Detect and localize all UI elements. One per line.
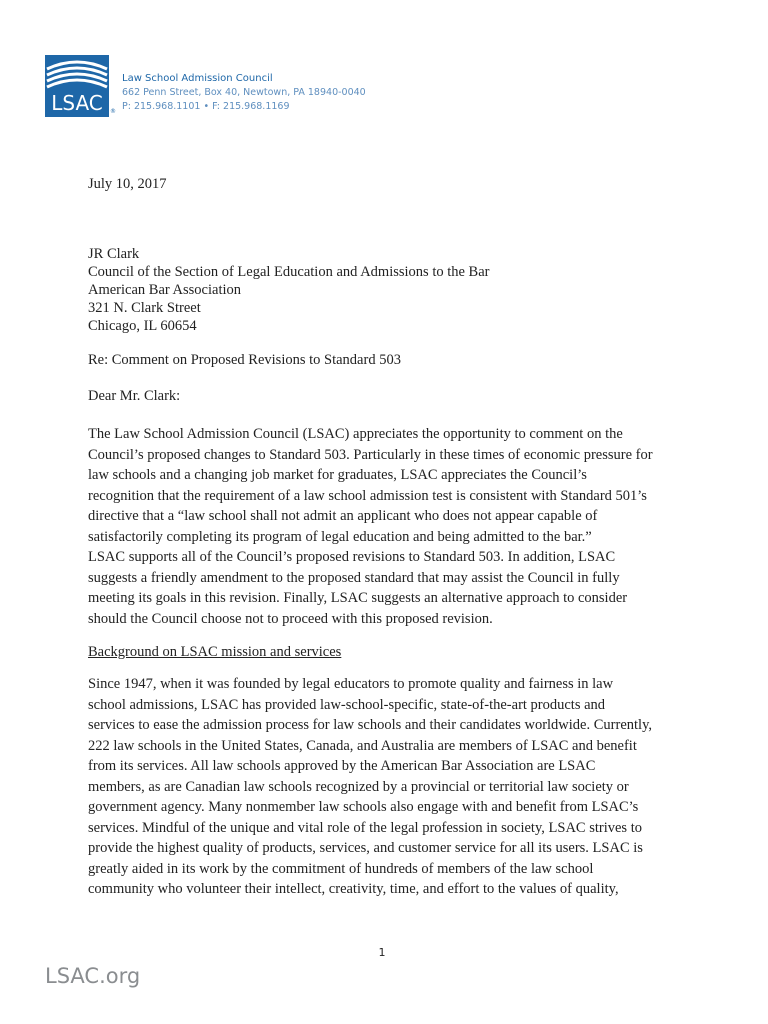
recipient-line: American Bar Association: [88, 282, 242, 298]
lsac-logo: [45, 55, 109, 117]
text-line: services to ease the admission process for law schools and their candidates worldwide. Currently,: [88, 717, 652, 733]
org-address: 662 Penn Street, Box 40, Newtown, PA 18940-0040: [122, 87, 366, 98]
subject-line: Re: Comment on Proposed Revisions to Standard 503: [88, 352, 401, 368]
text-line: satisfactorily completing its program of legal education and being admitted to the bar.”: [88, 528, 592, 545]
text-line: Since 1947, when it was founded by legal educators to promote quality and fairness in law: [88, 676, 614, 692]
text-line: Council’s proposed changes to Standard 503. Particularly in these times of economic pressure for: [88, 446, 653, 463]
recipient-line: 321 N. Clark Street: [88, 300, 201, 316]
recipient-line: Council of the Section of Legal Education and Admissions to the Bar: [88, 264, 490, 280]
text-line: recognition that the requirement of a law school admission test is consistent with Standard 501’s: [88, 487, 647, 504]
text-line: 222 law schools in the United States, Canada, and Australia are members of LSAC and benefit: [88, 737, 637, 754]
text-line: should the Council choose not to proceed with this proposed revision.: [88, 610, 493, 627]
recipient-block: [88, 245, 688, 335]
text-line: The Law School Admission Council (LSAC) appreciates the opportunity to comment on the: [88, 426, 623, 442]
org-name: Law School Admission Council: [122, 73, 273, 84]
text-line: members, as are Canadian law schools recognized by a provincial or territorial law society or: [88, 778, 629, 795]
text-line: services. Mindful of the unique and vital role of the legal profession in society, LSAC strives to: [88, 819, 642, 836]
text-line: meeting its goals in this revision. Finally, LSAC suggests an alternative approach to consider: [88, 590, 628, 606]
text-line: community who volunteer their intellect, creativity, time, and effort to the values of quality,: [88, 881, 619, 897]
registered-mark: ®: [110, 108, 116, 115]
letter-date: July 10, 2017: [88, 176, 167, 192]
recipient-line: Chicago, IL 60654: [88, 318, 197, 334]
text-line: government agency. Many nonmember law schools also engage with and benefit from LSAC’s: [88, 799, 639, 815]
page-number: 1: [378, 946, 386, 959]
text-line: directive that a “law school shall not admit an applicant who does not appear capable of: [88, 508, 598, 524]
paragraph-intro: [88, 424, 688, 629]
org-phone-fax: P: 215.968.1101 • F: 215.968.1169: [122, 101, 290, 112]
text-line: LSAC supports all of the Council’s proposed revisions to Standard 503. In addition, LSAC: [88, 549, 616, 565]
footer-url: LSAC.org: [45, 964, 141, 988]
text-line: greatly aided in its work by the commitment of hundreds of members of the law school: [88, 860, 594, 877]
text-line: provide the highest quality of products, services, and customer service for all its users. LSAC is: [88, 840, 643, 856]
letterhead: [122, 72, 366, 114]
logo-text: LSAC: [51, 91, 103, 115]
section-heading: Background on LSAC mission and services: [88, 644, 342, 660]
text-line: suggests a friendly amendment to the proposed standard that may assist the Council in fully: [88, 569, 620, 586]
arch-lines-icon: [45, 55, 109, 91]
text-line: from its services. All law schools approved by the American Bar Association are LSAC: [88, 758, 596, 774]
paragraph-background: [88, 674, 688, 900]
recipient-line: JR Clark: [88, 246, 140, 262]
salutation: Dear Mr. Clark:: [88, 388, 181, 404]
text-line: school admissions, LSAC has provided law-school-specific, state-of-the-art products and: [88, 696, 606, 713]
text-line: law schools and a changing job market for graduates, LSAC appreciates the Council’s: [88, 467, 587, 483]
